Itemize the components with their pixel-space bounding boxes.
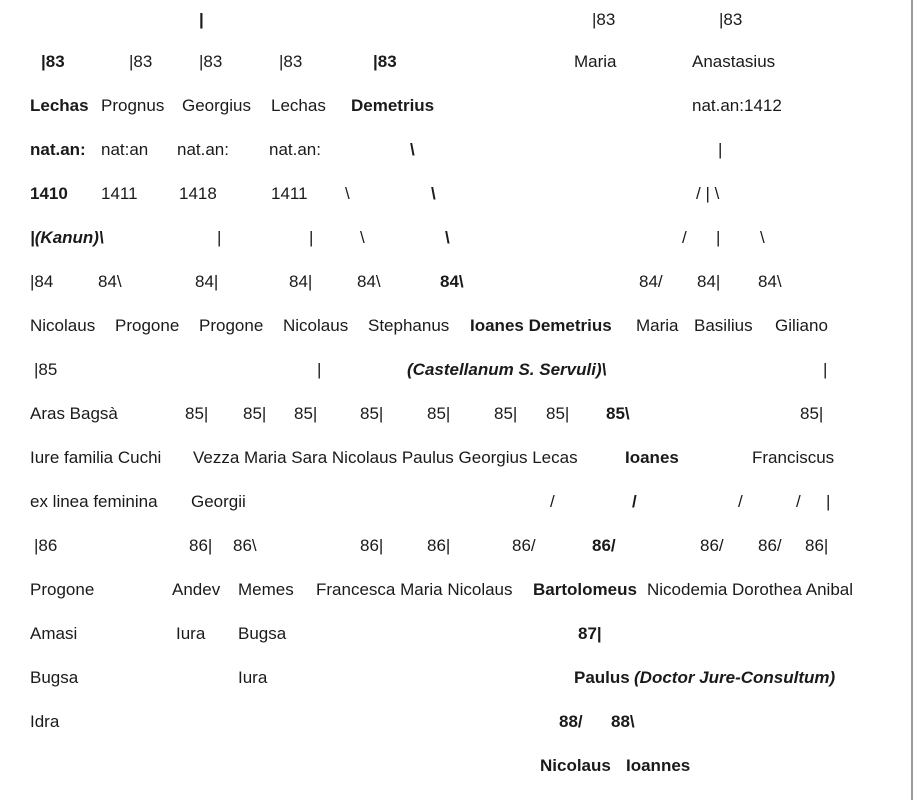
tree-node-label: nat:an [101, 140, 149, 159]
tree-node-label: 85| [494, 404, 518, 423]
tree-node-label: Demetrius [351, 96, 435, 115]
tree-node-label: Amasi [30, 624, 78, 643]
tree-node-label: Paulus [574, 668, 630, 687]
tree-node-label: 1410 [30, 184, 68, 203]
tree-node-label: 85| [800, 404, 824, 423]
tree-connector: / [632, 492, 637, 511]
tree-node-label: Nicolaus [283, 316, 349, 335]
tree-connector: | [317, 360, 322, 379]
tree-node-label: 86/ [592, 536, 616, 555]
tree-node-label: 87| [578, 624, 602, 643]
tree-node-label: Ioannes [626, 756, 691, 775]
tree-node-label: Nicolaus [540, 756, 611, 775]
tree-node-label: 84| [697, 272, 721, 291]
tree-node-label: Progone [115, 316, 180, 335]
tree-connector: | [826, 492, 831, 511]
tree-node-label: Anastasius [692, 52, 776, 71]
tree-node-label: 84\ [357, 272, 381, 291]
tree-node-label: |83 [719, 10, 743, 29]
tree-node-label: |84 [30, 272, 54, 291]
tree-node-label: 84| [289, 272, 313, 291]
tree-node-label: Ioanes Demetrius [470, 316, 612, 335]
tree-connector: \ [360, 228, 365, 247]
tree-connector: / [550, 492, 555, 511]
tree-node-label: Francesca Maria Nicolaus [316, 580, 513, 599]
tree-connector: / [796, 492, 801, 511]
tree-node-label: 88/ [559, 712, 583, 731]
tree-node-label: Lechas [271, 96, 326, 115]
tree-node-label: Idra [30, 712, 60, 731]
tree-node-label: Iura [176, 624, 206, 643]
tree-node-label: Nicodemia Dorothea Anibal [647, 580, 854, 599]
tree-node-label: 1411 [101, 184, 138, 203]
tree-node-label: Stephanus [368, 316, 450, 335]
tree-node-label: Bugsa [30, 668, 79, 687]
tree-node-label: 86| [360, 536, 384, 555]
tree-connector: | [718, 140, 723, 159]
tree-node-label: nat.an: [177, 140, 229, 159]
tree-node-label: 85| [427, 404, 451, 423]
tree-connector: / | \ [696, 184, 720, 203]
tree-node-label: 86/ [700, 536, 724, 555]
tree-node-label: Progone [199, 316, 264, 335]
tree-node-label: |83 [129, 52, 153, 71]
tree-node-label: |83 [373, 52, 397, 71]
tree-node-label: Iura [238, 668, 268, 687]
tree-node-label: 1411 [271, 184, 308, 203]
tree-node-label: 86| [427, 536, 451, 555]
tree-node-label: |(Kanun)\ [30, 228, 104, 247]
tree-connector: | [823, 360, 828, 379]
tree-node-label: Lechas [30, 96, 89, 115]
tree-connector: \ [445, 228, 450, 247]
tree-node-label: 84/ [639, 272, 663, 291]
tree-connector: / [738, 492, 743, 511]
tree-node-label: 84\ [440, 272, 464, 291]
tree-node-label: Giliano [775, 316, 828, 335]
tree-node-label: Basilius [694, 316, 753, 335]
tree-connector: | [199, 10, 204, 29]
tree-connector: | [309, 228, 314, 247]
tree-node-label: Maria [636, 316, 679, 335]
tree-node-label: 86| [189, 536, 213, 555]
tree-connector: / [682, 228, 687, 247]
tree-node-label: 86/ [758, 536, 782, 555]
page-border-line [911, 0, 913, 800]
tree-node-label: Memes [238, 580, 294, 599]
tree-node-label: nat.an:1412 [692, 96, 782, 115]
tree-node-label: 84\ [98, 272, 122, 291]
tree-node-label: |86 [34, 536, 58, 555]
tree-connector: | [217, 228, 222, 247]
tree-connector: | [716, 228, 721, 247]
tree-node-label: Franciscus [752, 448, 835, 467]
tree-node-label: |83 [592, 10, 616, 29]
tree-connector: \ [410, 140, 415, 159]
tree-node-label: Prognus [101, 96, 165, 115]
tree-node-label: Georgius [182, 96, 251, 115]
tree-node-label: nat.an: [269, 140, 321, 159]
tree-node-label: (Doctor Jure-Consultum) [634, 668, 836, 687]
tree-node-label: 84\ [758, 272, 782, 291]
tree-node-label: nat.an: [30, 140, 86, 159]
tree-connector: \ [345, 184, 350, 203]
tree-node-label: |83 [41, 52, 65, 71]
tree-node-label: 85\ [606, 404, 630, 423]
tree-node-label: Georgii [191, 492, 246, 511]
tree-node-label: |83 [199, 52, 223, 71]
tree-node-label: Andev [172, 580, 221, 599]
tree-node-label: 88\ [611, 712, 635, 731]
tree-node-label: Ioanes [625, 448, 679, 467]
tree-node-label: Maria [574, 52, 617, 71]
tree-node-label: Aras Bagsà [30, 404, 118, 423]
tree-node-label: Progone [30, 580, 95, 599]
tree-node-label: Vezza Maria Sara Nicolaus Paulus Georgius Lecas [193, 448, 578, 467]
tree-node-label: Bartolomeus [533, 580, 637, 599]
tree-node-label: |83 [279, 52, 303, 71]
tree-node-label: |85 [34, 360, 58, 379]
tree-node-label: 85| [294, 404, 318, 423]
tree-node-label: 86\ [233, 536, 257, 555]
tree-node-label: 85| [243, 404, 267, 423]
tree-connector: \ [431, 184, 436, 203]
tree-node-label: Nicolaus [30, 316, 96, 335]
tree-node-label: 85| [185, 404, 209, 423]
tree-node-label: (Castellanum S. Servuli)\ [407, 360, 607, 379]
tree-node-label: Iure familia Cuchi [30, 448, 162, 467]
tree-node-label: 1418 [179, 184, 217, 203]
tree-connector: \ [760, 228, 765, 247]
tree-node-label: 86/ [512, 536, 536, 555]
tree-node-label: ex linea feminina [30, 492, 158, 511]
tree-node-label: 85| [360, 404, 384, 423]
tree-node-label: 85| [546, 404, 570, 423]
tree-node-label: Bugsa [238, 624, 287, 643]
tree-node-label: 84| [195, 272, 219, 291]
tree-node-label: 86| [805, 536, 829, 555]
